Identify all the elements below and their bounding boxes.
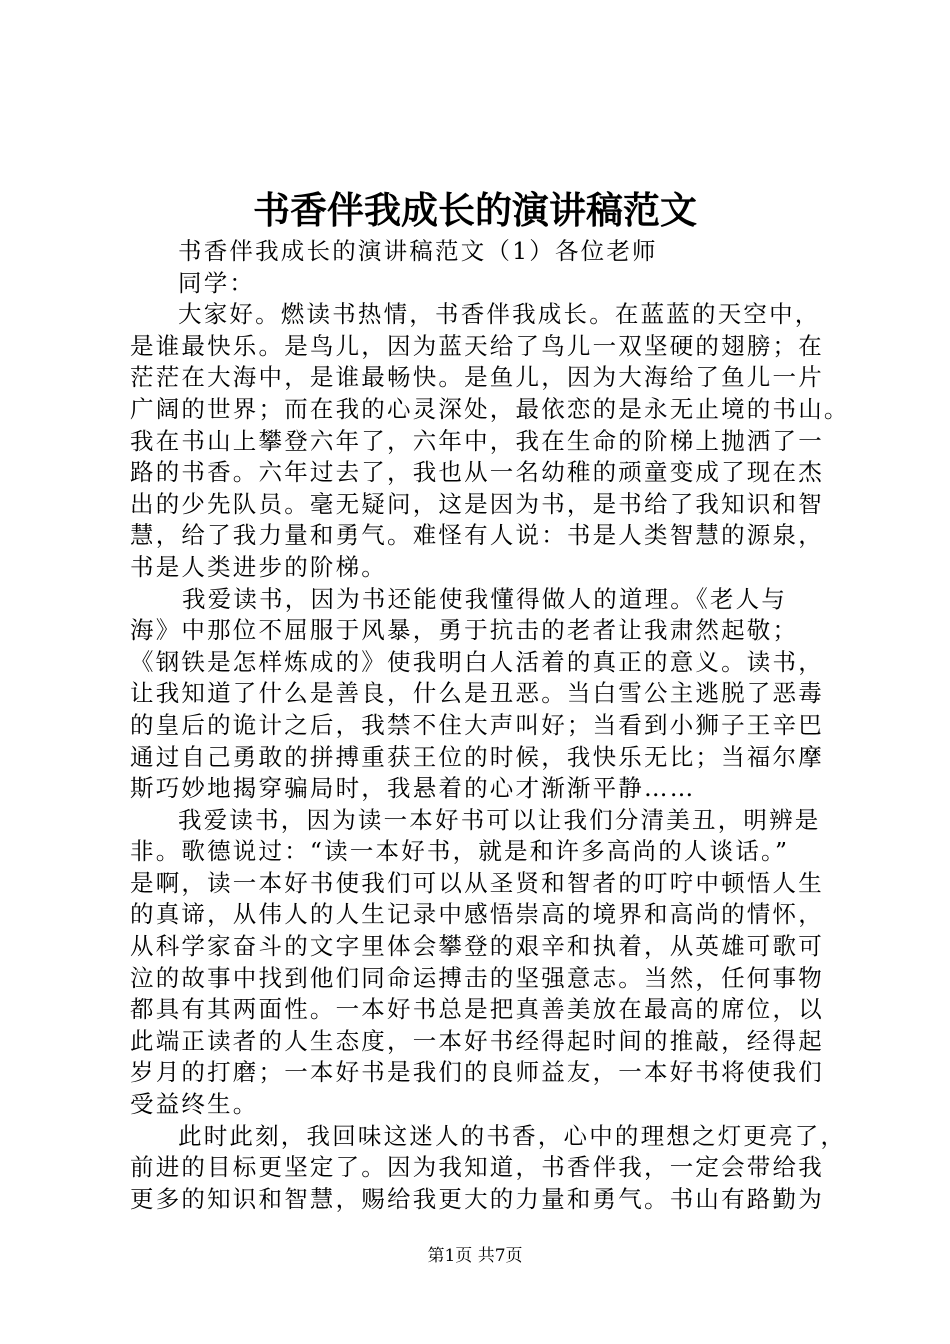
- text-line: 书香伴我成长的演讲稿范文（1）各位老师: [178, 237, 658, 265]
- text-line: 是谁最快乐。是鸟儿，因为蓝天给了鸟儿一双坚硬的翅膀；在: [130, 331, 824, 360]
- text-line: 我爱读书，因为读一本好书可以让我们分清美丑，明辨是: [178, 805, 821, 834]
- text-line: 的真谛，从伟人的人生记录中感悟崇高的境界和高尚的情怀，: [130, 900, 824, 929]
- text-line: 都具有其两面性。一本好书总是把真善美放在最高的席位，以: [130, 995, 824, 1024]
- text-line: 海》中那位不屈服于风暴，勇于抗击的老者让我肃然起敬；: [130, 616, 799, 645]
- text-line: 书是人类进步的阶梯。: [130, 552, 387, 581]
- text-line: 泣的故事中找到他们同命运搏击的坚强意志。当然，任何事物: [130, 963, 824, 992]
- text-line: 同学：: [178, 268, 256, 297]
- page-footer: 第1页 共7页: [427, 1246, 523, 1266]
- text-line: 受益终生。: [130, 1090, 259, 1119]
- text-line: 茫茫在大海中，是谁最畅快。是鱼儿，因为大海给了鱼儿一片: [130, 363, 824, 392]
- text-line: 非。歌德说过：“读一本好书，就是和许多高尚的人谈话。”: [130, 837, 790, 866]
- text-line: 斯巧妙地揭穿骗局时，我悬着的心才渐渐平静……: [130, 774, 696, 803]
- text-line: 此端正读者的人生态度，一本好书经得起时间的推敲，经得起: [130, 1026, 824, 1055]
- text-line: 让我知道了什么是善良，什么是丑恶。当白雪公主逃脱了恶毒: [130, 679, 824, 708]
- text-line: 《钢铁是怎样炼成的》使我明白人活着的真正的意义。读书，: [130, 647, 824, 676]
- text-line: 此时此刻，我回味这迷人的书香，心中的理想之灯更亮了，: [178, 1121, 847, 1150]
- text-line: 我爱读书，因为书还能使我懂得做人的道理。《老人与: [182, 584, 788, 613]
- text-line: 更多的知识和智慧，赐给我更大的力量和勇气。书山有路勤为: [130, 1184, 824, 1213]
- text-line: 是啊，读一本好书使我们可以从圣贤和智者的叮咛中顿悟人生: [130, 868, 824, 897]
- text-line: 出的少先队员。毫无疑问，这是因为书，是书给了我知识和智: [130, 489, 824, 518]
- text-line: 岁月的打磨；一本好书是我们的良师益友，一本好书将使我们: [130, 1058, 824, 1087]
- text-line: 我在书山上攀登六年了，六年中，我在生命的阶梯上抛洒了一: [130, 426, 824, 455]
- text-line: 前进的目标更坚定了。因为我知道，书香伴我，一定会带给我: [130, 1153, 824, 1182]
- text-line: 通过自己勇敢的拼搏重获王位的时候，我快乐无比；当福尔摩: [130, 742, 824, 771]
- text-line: 大家好。燃读书热情，书香伴我成长。在蓝蓝的天空中，: [178, 300, 821, 329]
- text-line: 从科学家奋斗的文字里体会攀登的艰辛和执着，从英雄可歌可: [130, 932, 824, 961]
- text-line: 的皇后的诡计之后，我禁不住大声叫好；当看到小狮子王辛巴: [130, 710, 824, 739]
- document-title: 书香伴我成长的演讲稿范文: [253, 188, 697, 232]
- text-line: 慧，给了我力量和勇气。难怪有人说：书是人类智慧的源泉，: [130, 521, 824, 550]
- text-line: 路的书香。六年过去了，我也从一名幼稚的顽童变成了现在杰: [130, 458, 824, 487]
- text-line: 广阔的世界；而在我的心灵深处，最依恋的是永无止境的书山。: [130, 394, 850, 423]
- document-body: [130, 236, 850, 1215]
